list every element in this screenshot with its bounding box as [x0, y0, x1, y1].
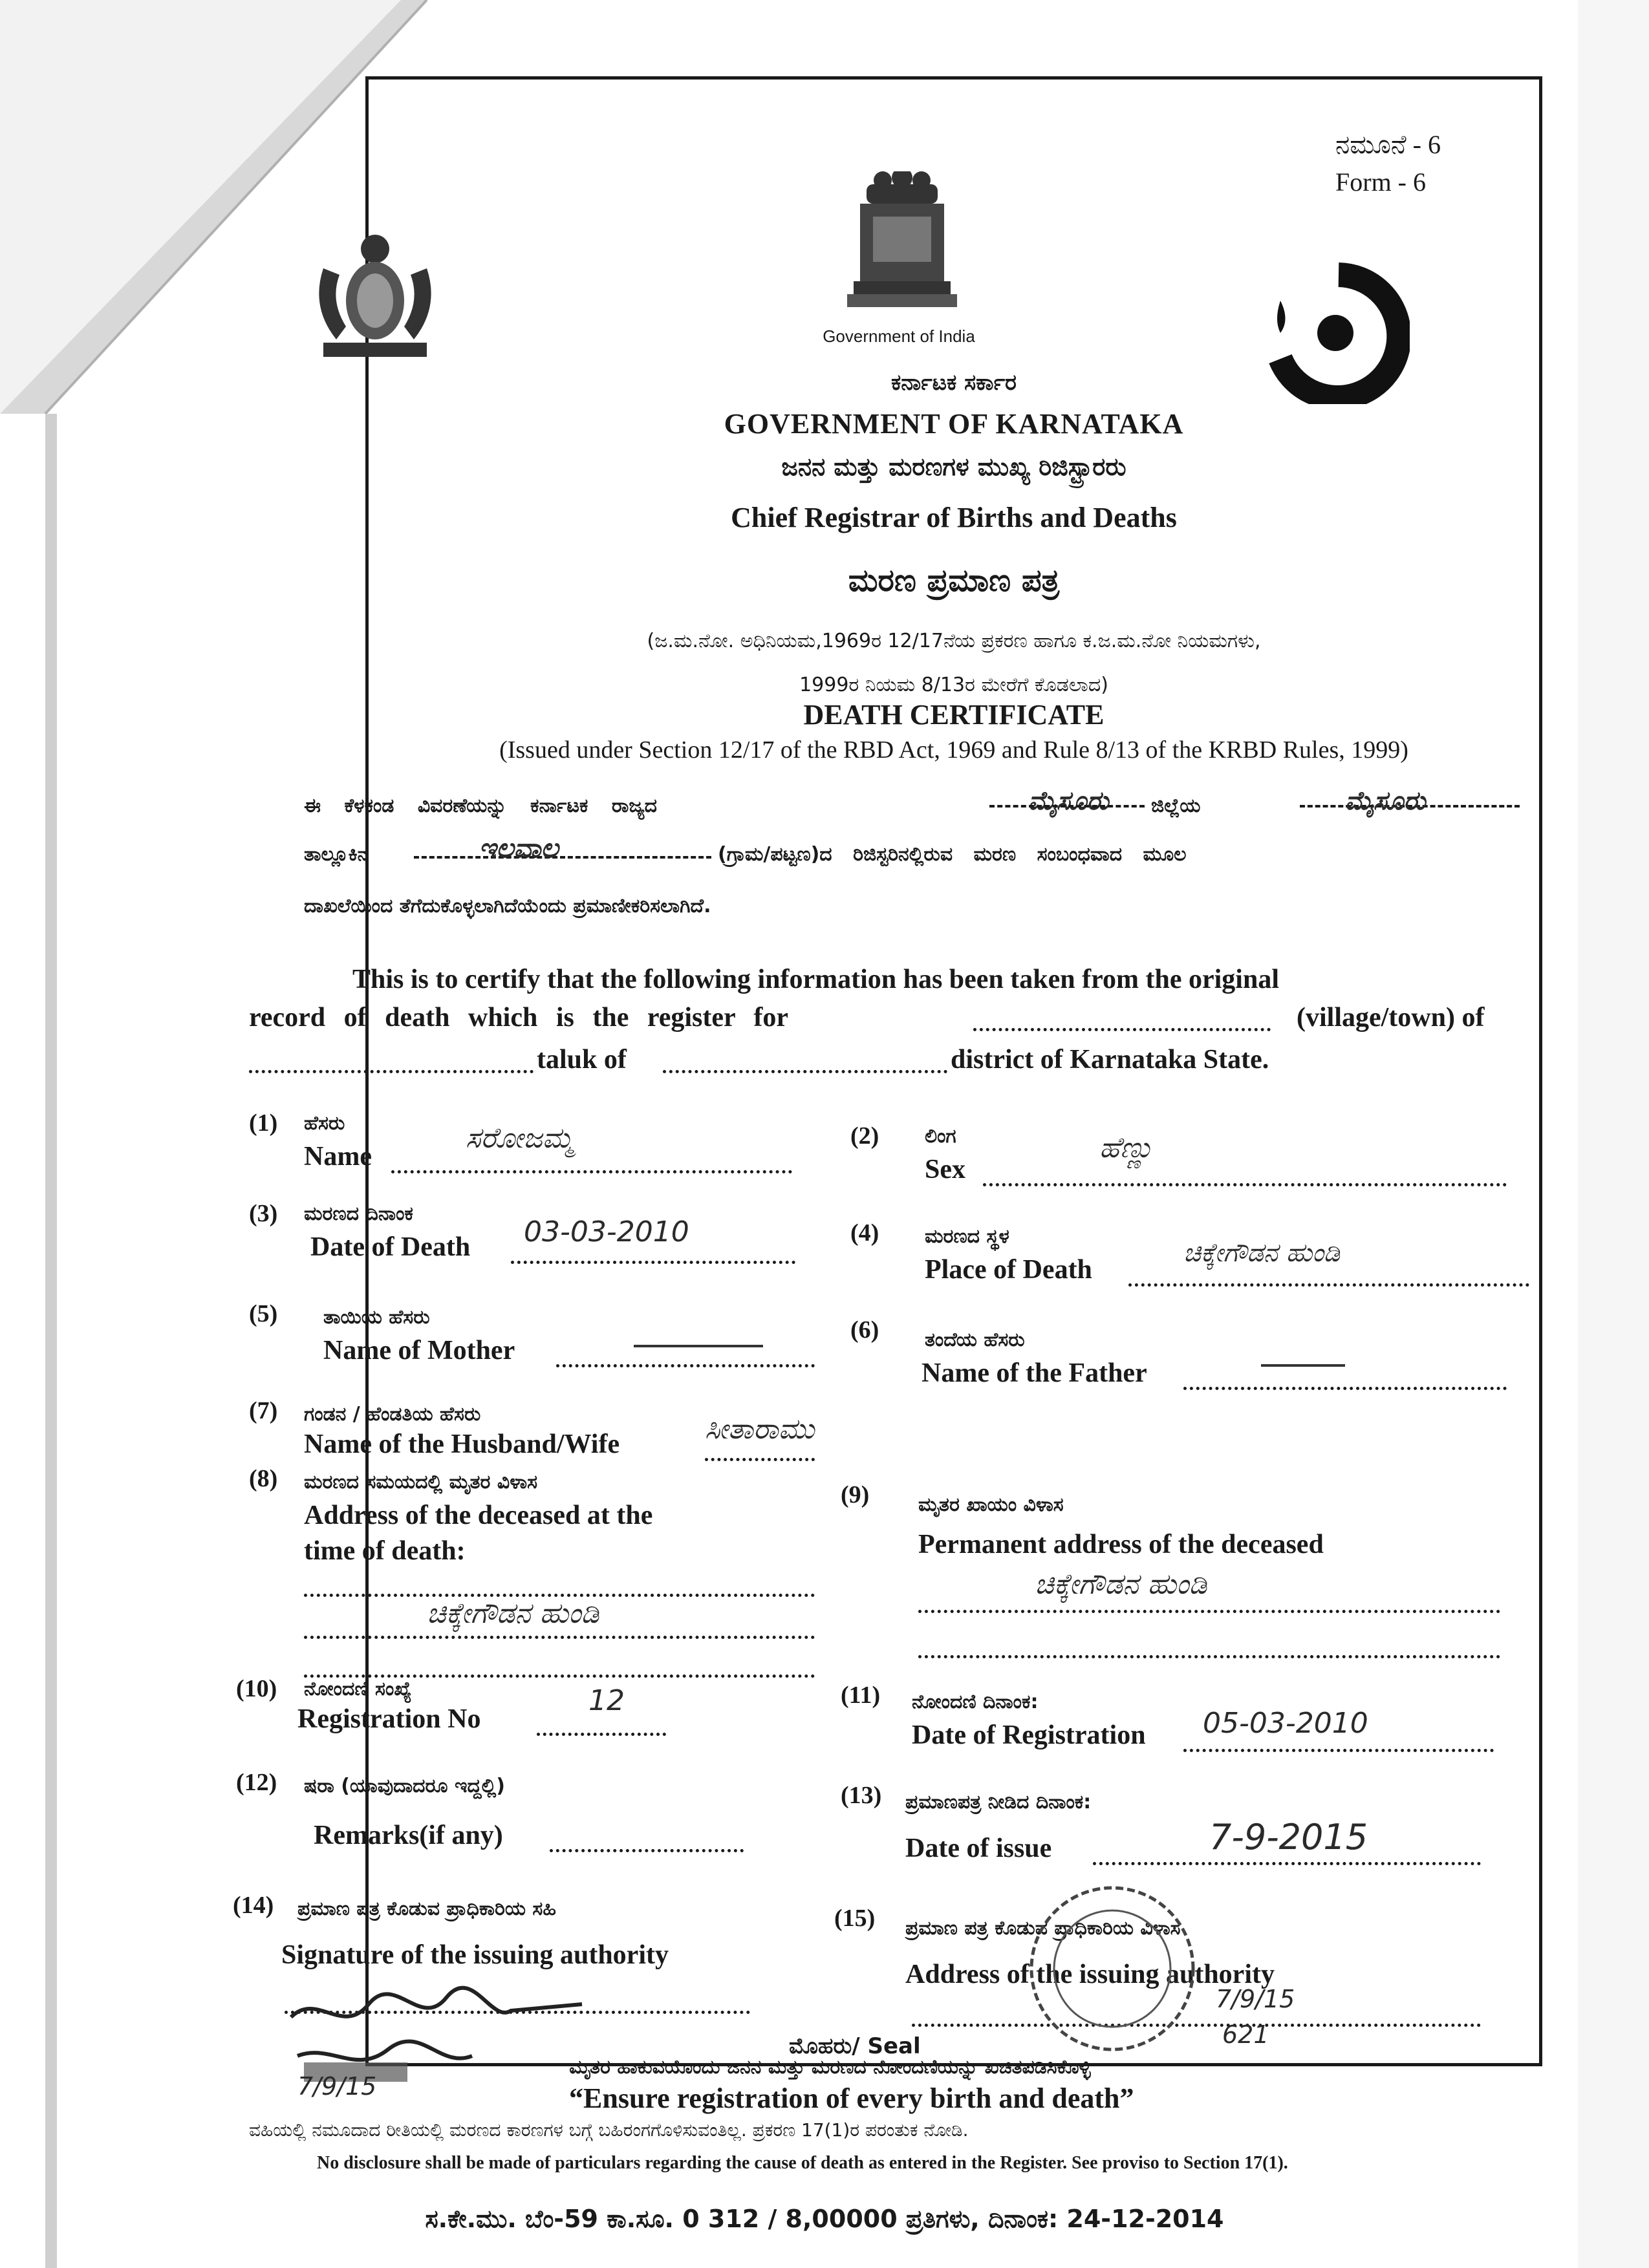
field-12-label-kn: ಷರಾ (ಯಾವುದಾದರೂ ಇದ್ದಲ್ಲಿ)	[304, 1775, 505, 1797]
field-5-label-kn: ತಾಯಿಯ ಹೆಸರು	[323, 1306, 430, 1329]
field-4-label: Place of Death	[925, 1255, 1092, 1285]
office-seal-icon	[1022, 1878, 1203, 2059]
cert-kn-line1	[304, 786, 1539, 827]
field-3-label: Date of Death	[310, 1232, 471, 1262]
cert-en-line2	[249, 1002, 1539, 1041]
field-1-label-kn: ಹೆಸರು	[304, 1112, 345, 1135]
field-4-dots	[1128, 1283, 1529, 1287]
seal-stamp-number: 621	[1222, 2020, 1269, 2049]
taluk-value: ಮೈಸೂರು	[1345, 786, 1426, 816]
cert-en-line2b: (village/town) of	[1297, 1003, 1485, 1032]
field-2-label: Sex	[925, 1155, 965, 1184]
field-4-value: ಚಿಕ್ಕೇಗೌಡನ ಹುಂಡಿ	[1183, 1238, 1341, 1268]
field-11-value: 05-03-2010	[1203, 1707, 1368, 1740]
act-reference-kn	[365, 619, 1542, 707]
cert-en-line3a: taluk of	[537, 1045, 627, 1075]
print-reference: ಸ.ಕೇ.ಮು. ಬೆಂ-59 ಕಾ.ಸೂ. 0 312 / 8,00000 ಪ್ರತಿಗಳು, ದಿನಾಂಕ: 24-12-2014	[425, 2205, 1224, 2233]
field-13-number: (13)	[841, 1782, 882, 1809]
field-7-dots	[705, 1458, 815, 1461]
field-7-label: Name of the Husband/Wife	[304, 1429, 620, 1459]
form-number-kn: ನಮೂನೆ - 6	[1335, 130, 1441, 159]
field-13-value: 7-9-2015	[1209, 1817, 1368, 1857]
cert-en-line1: This is to certify that the following information has been taken from the original	[352, 965, 1280, 994]
karnataka-emblem-icon	[310, 230, 440, 365]
field-2-dots	[983, 1183, 1507, 1186]
field-12-dots	[550, 1849, 744, 1852]
signature-date: 7/9/15	[297, 2072, 377, 2101]
field-6-dash	[1261, 1364, 1345, 1367]
field-9-label-kn: ಮೃತರ ಖಾಯಂ ವಿಳಾಸ	[918, 1493, 1064, 1516]
field-6-number: (6)	[850, 1316, 879, 1343]
cert-kn-line3: ದಾಖಲೆಯಿಂದ ತೆಗೆದುಕೊಳ್ಳಲಾಗಿದೆಯೆಂದು ಪ್ರಮಾಣೀಕರಿಸಲಾಗಿದೆ.	[304, 895, 711, 917]
form-number-en: Form - 6	[1335, 167, 1426, 197]
field-8-label: Address of the deceased at the	[304, 1501, 653, 1530]
field-15-label: Address of the issuing authority	[905, 1960, 1275, 1989]
field-9-value: ಚಿಕ್ಕೇಗೌಡನ ಹುಂಡಿ	[1035, 1568, 1207, 1601]
field-7-value: ಸೀತಾರಾಮು	[705, 1413, 815, 1446]
field-11-dots	[1183, 1749, 1494, 1752]
certificate-title: DEATH CERTIFICATE	[803, 699, 1105, 731]
field-10-value: 12	[588, 1684, 625, 1717]
field-8-label-2: time of death:	[304, 1536, 466, 1566]
field-5-number: (5)	[249, 1300, 278, 1327]
field-8-value: ಚಿಕ್ಕೇಗೌಡನ ಹುಂಡಿ	[427, 1597, 599, 1630]
act-reference-kn-line2: 1999ರ ನಿಯಮ 8/13ರ ಮೇರೆಗೆ ಕೊಡಲಾದ)	[799, 674, 1108, 696]
field-1-value: ಸರೋಜಮ್ಮ	[466, 1122, 574, 1155]
field-8-dots-2	[304, 1636, 815, 1639]
field-10-label: Registration No	[297, 1704, 481, 1734]
field-14-label: Signature of the issuing authority	[281, 1940, 669, 1970]
registrar-title: Chief Registrar of Births and Deaths	[731, 502, 1177, 533]
emblem-caption: Government of India	[823, 326, 975, 346]
field-11-number: (11)	[841, 1682, 881, 1709]
act-reference-kn-line1: (ಜ.ಮ.ನೋ. ಅಧಿನಿಯಮ,1969ರ 12/17ನೆಯ ಪ್ರಕರಣ ಹಾಗೂ ಕ.ಜ.ಮ.ನೋ ನಿಯಮಗಳು,	[647, 630, 1261, 652]
field-3-label-kn: ಮರಣದ ದಿನಾಂಕ	[304, 1203, 413, 1225]
field-5-label: Name of Mother	[323, 1336, 515, 1365]
state-title-kn: ಕರ್ನಾಟಕ ಸರ್ಕಾರ	[890, 370, 1017, 396]
field-10-label-kn: ನೋಂದಣಿ ಸಂಖ್ಯೆ	[304, 1678, 412, 1700]
field-8-number: (8)	[249, 1465, 278, 1492]
field-14-label-kn: ಪ್ರಮಾಣ ಪತ್ರ ಕೊಡುವ ಪ್ರಾಧಿಕಾರಿಯ ಸಹಿ	[297, 1898, 556, 1920]
footer-kn-line1: ಮೃತರ ಹಾಕುವಯೊಂದು ಜನನ ಮತ್ತು ಮರಣದ ನೋಂದಣಿಯನ್ನು ಖಚಿತಪಡಿಸಿಕೊಳ್ಳಿ	[569, 2056, 1091, 2079]
field-12-number: (12)	[236, 1769, 277, 1796]
field-3-dots	[511, 1261, 795, 1264]
issued-under: (Issued under Section 12/17 of the RBD Act, 1969 and Rule 8/13 of the KRBD Rules, 1999)	[499, 736, 1408, 764]
field-9-label: Permanent address of the deceased	[918, 1530, 1324, 1559]
field-9-dots-1	[918, 1610, 1500, 1613]
footer-disclosure: No disclosure shall be made of particulars regarding the cause of death as entered in the Register. See proviso to Section 17(1).	[317, 2153, 1288, 2173]
field-5-dots	[556, 1364, 815, 1367]
field-11-label-kn: ನೋಂದಣಿ ದಿನಾಂಕ:	[912, 1691, 1039, 1713]
cert-kn-line1-text: ಈ ಕೆಳಕಂಡ ವಿವರಣೆಯನ್ನು ಕರ್ನಾಟಕ ರಾಜ್ಯದ	[304, 795, 658, 817]
seal-label: ಮೊಹರು/ Seal	[789, 2033, 921, 2059]
field-2-number: (2)	[850, 1122, 879, 1150]
field-1-number: (1)	[249, 1109, 278, 1137]
field-1-dots	[391, 1170, 792, 1173]
field-6-label-kn: ತಂದೆಯ ಹೆಸರು	[925, 1329, 1025, 1351]
district-value: ಮೈಸೂರು	[1028, 786, 1109, 816]
field-5-dash	[634, 1345, 763, 1347]
form-number	[1335, 126, 1441, 201]
field-15-number: (15)	[834, 1905, 876, 1932]
district-suffix: ಜಿಲ್ಲೆಯ	[1151, 795, 1201, 817]
footer-kn-line2: ವಹಿಯಲ್ಲಿ ನಮೂದಾದ ರೀತಿಯಲ್ಲಿ ಮರಣದ ಕಾರಣಗಳ ಬಗ್ಗೆ ಬಹಿರಂಗಗೊಳಿಸುವಂತಿಲ್ಲ. ಪ್ರಕರಣ 17(1)ರ ಪರಂತುಕ ನೋಡಿ.	[249, 2119, 969, 2141]
field-9-dots-2	[918, 1655, 1500, 1658]
field-7-label-kn: ಗಂಡನ / ಹೆಂಡತಿಯ ಹೆಸರು	[304, 1403, 481, 1426]
field-7-number: (7)	[249, 1397, 278, 1424]
field-2-label-kn: ಲಿಂಗ	[925, 1125, 956, 1148]
field-13-label: Date of issue	[905, 1834, 1052, 1863]
footer-slogan: “Ensure registration of every birth and death”	[569, 2082, 1134, 2114]
field-8-label-kn: ಮರಣದ ಸಮಯದಲ್ಲಿ ಮೃತರ ವಿಳಾಸ	[304, 1471, 538, 1493]
field-2-value: ಹೆಣ್ಣು	[1099, 1131, 1154, 1164]
cert-kn-line2	[304, 834, 1539, 875]
registrar-title-kn: ಜನನ ಮತ್ತು ಮರಣಗಳ ಮುಖ್ಯ ರಿಜಿಸ್ಟ್ರಾರರು	[781, 453, 1126, 481]
field-3-number: (3)	[249, 1200, 278, 1227]
field-13-label-kn: ಪ್ರಮಾಣಪತ್ರ ನೀಡಿದ ದಿನಾಂಕ:	[905, 1791, 1092, 1813]
field-4-number: (4)	[850, 1219, 879, 1246]
cert-en-line3	[249, 1044, 1539, 1083]
field-6-label: Name of the Father	[921, 1358, 1147, 1388]
village-suffix: (ಗ್ರಾಮ/ಪಟ್ಟಣ)ದ ರಿಜಿಸ್ಟರಿನಲ್ಲಿರುವ ಮರಣ ಸಂಬಂಧವಾದ ಮೂಲ	[718, 843, 1187, 866]
cert-en-line2a: record of death which is the register for	[249, 1003, 789, 1032]
field-10-dots	[537, 1733, 666, 1736]
certificate-title-kn: ಮರಣ ಪ್ರಮಾಣ ಪತ್ರ	[848, 562, 1060, 599]
field-10-number: (10)	[236, 1675, 277, 1702]
state-title: GOVERNMENT OF KARNATAKA	[724, 408, 1184, 440]
taluk-label-kn: ತಾಲ್ಲೂಕಿನ	[304, 843, 369, 866]
field-14-number: (14)	[233, 1892, 274, 1919]
field-3-value: 03-03-2010	[524, 1215, 689, 1248]
field-1-label: Name	[304, 1142, 372, 1171]
field-13-dots	[1093, 1862, 1481, 1865]
village-value: ಇಲವಾಲ	[479, 832, 559, 864]
seal-stamp-date: 7/9/15	[1216, 1985, 1295, 2013]
field-6-dots	[1183, 1387, 1507, 1390]
cert-en-line3b: district of Karnataka State.	[951, 1045, 1269, 1075]
field-4-label-kn: ಮರಣದ ಸ್ಥಳ	[925, 1225, 1009, 1248]
field-15-label-kn: ಪ್ರಮಾಣ ಪತ್ರ ಕೊಡುವ ಪ್ರಾಧಿಕಾರಿಯ ವಿಳಾಸ	[905, 1917, 1181, 1940]
field-12-label: Remarks(if any)	[314, 1821, 503, 1850]
field-9-number: (9)	[841, 1481, 870, 1508]
field-11-label: Date of Registration	[912, 1720, 1146, 1750]
national-emblem-icon	[841, 171, 964, 326]
